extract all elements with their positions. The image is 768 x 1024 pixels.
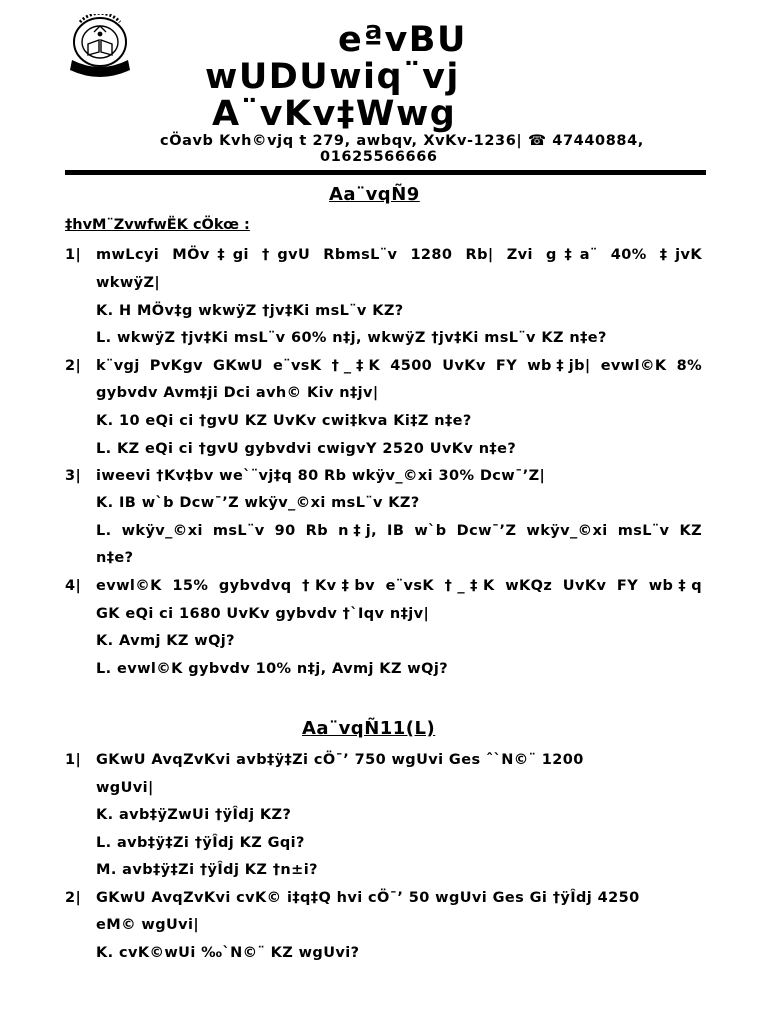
question-part: L. KZ eQi ci †gvU gybvdvi cwigvY 2520 UvKv n‡e? (96, 441, 517, 457)
question-text: GKwU AvqZvKvi cvK© i‡q‡Q hvi cÖ¯’ 50 wgUvi Ges Gi †ÿÎdj 4250 (96, 890, 640, 906)
address-line1: cÖavb Kvh©vjq t 279, awbqv, XvKv-1236| ☎ 47440884, (160, 133, 644, 149)
question-number: 3| (65, 468, 82, 484)
question-text: wgUvi| (96, 780, 154, 796)
question-text: evwl©K 15% gybvdvq †Kv‡bv e¨vsK †_‡K wKQz UvKv FY wb‡q (96, 578, 702, 594)
question-part: K. avb‡ÿZwUi †ÿÎdj KZ? (96, 807, 292, 823)
question-part: K. H MÖv‡g wkwÿZ †jv‡Ki msL¨v KZ? (96, 303, 404, 319)
question-text: iweevi †Kv‡bv we`¨vj‡q 80 Rb wkÿv_©xi 30% Dcw¯’Z| (96, 468, 546, 484)
question-text: GKwU AvqZvKvi avb‡ÿ‡Zi cÖ¯’ 750 wgUvi Ges ˆ`N©¨ 1200 (96, 752, 584, 768)
section-title-2: Aa¨vqÑ11(L) (302, 718, 436, 739)
address (160, 133, 720, 165)
question-part: L. wkwÿZ †jv‡Ki msL¨v 60% n‡j, wkwÿZ †jv‡Ki msL¨v KZ n‡e? (96, 330, 607, 346)
question-part: K. Avmj KZ wQj? (96, 633, 235, 649)
school-emblem-icon (66, 14, 134, 80)
question-number: 1| (65, 247, 82, 263)
section-title-1: Aa¨vqÑ9 (329, 184, 420, 205)
question-text: wkwÿZ| (96, 275, 161, 291)
question-part: K. IB w`b Dcw¯’Z wkÿv_©xi msL¨v KZ? (96, 495, 420, 511)
question-part: K. 10 eQi ci †gvU KZ UvKv cwi‡kva Ki‡Z n‡e? (96, 413, 472, 429)
question-part: L. evwl©K gybvdv 10% n‡j, Avmj KZ wQj? (96, 661, 449, 677)
question-text: eM© wgUvi| (96, 917, 200, 933)
address-line2: 01625566666 (320, 149, 438, 165)
question-part: K. cvK©wUi ‰`N©¨ KZ wgUvi? (96, 945, 360, 961)
question-part: L. wkÿv_©xi msL¨v 90 Rb n‡j, IB w`b Dcw¯’Z wkÿv_©xi msL¨v KZ (96, 523, 702, 539)
question-part: n‡e? (96, 550, 134, 566)
question-number: 1| (65, 752, 82, 768)
school-name-line2: wUDUwiq¨vj (205, 57, 460, 97)
question-text: mwLcyi MÖv‡gi †gvU RbmsL¨v 1280 Rb| Zvi g‡a¨ 40% ‡jvK (96, 247, 702, 263)
section-subtitle: ‡hvM¨ZvwfwËK cÖkœ : (65, 217, 250, 233)
question-text: k¨vgj PvKgv GKwU e¨vsK †_‡K 4500 UvKv FY wb‡jb| evwl©K 8% (96, 358, 702, 374)
question-part: L. avb‡ÿ‡Zi †ÿÎdj KZ Gqi? (96, 835, 305, 851)
question-number: 2| (65, 890, 82, 906)
school-name-line3: A¨vKv‡Wwg (212, 94, 457, 134)
header-divider (65, 170, 706, 175)
question-number: 4| (65, 578, 82, 594)
question-part: M. avb‡ÿ‡Zi †ÿÎdj KZ †n±i? (96, 862, 318, 878)
question-number: 2| (65, 358, 82, 374)
question-text: GK eQi ci 1680 UvKv gybvdv †`Iqv n‡jv| (96, 606, 430, 622)
question-text: gybvdv Avm‡ji Dci avh© Kiv n‡jv| (96, 385, 379, 401)
school-name-line1: eªvBU (338, 20, 467, 60)
